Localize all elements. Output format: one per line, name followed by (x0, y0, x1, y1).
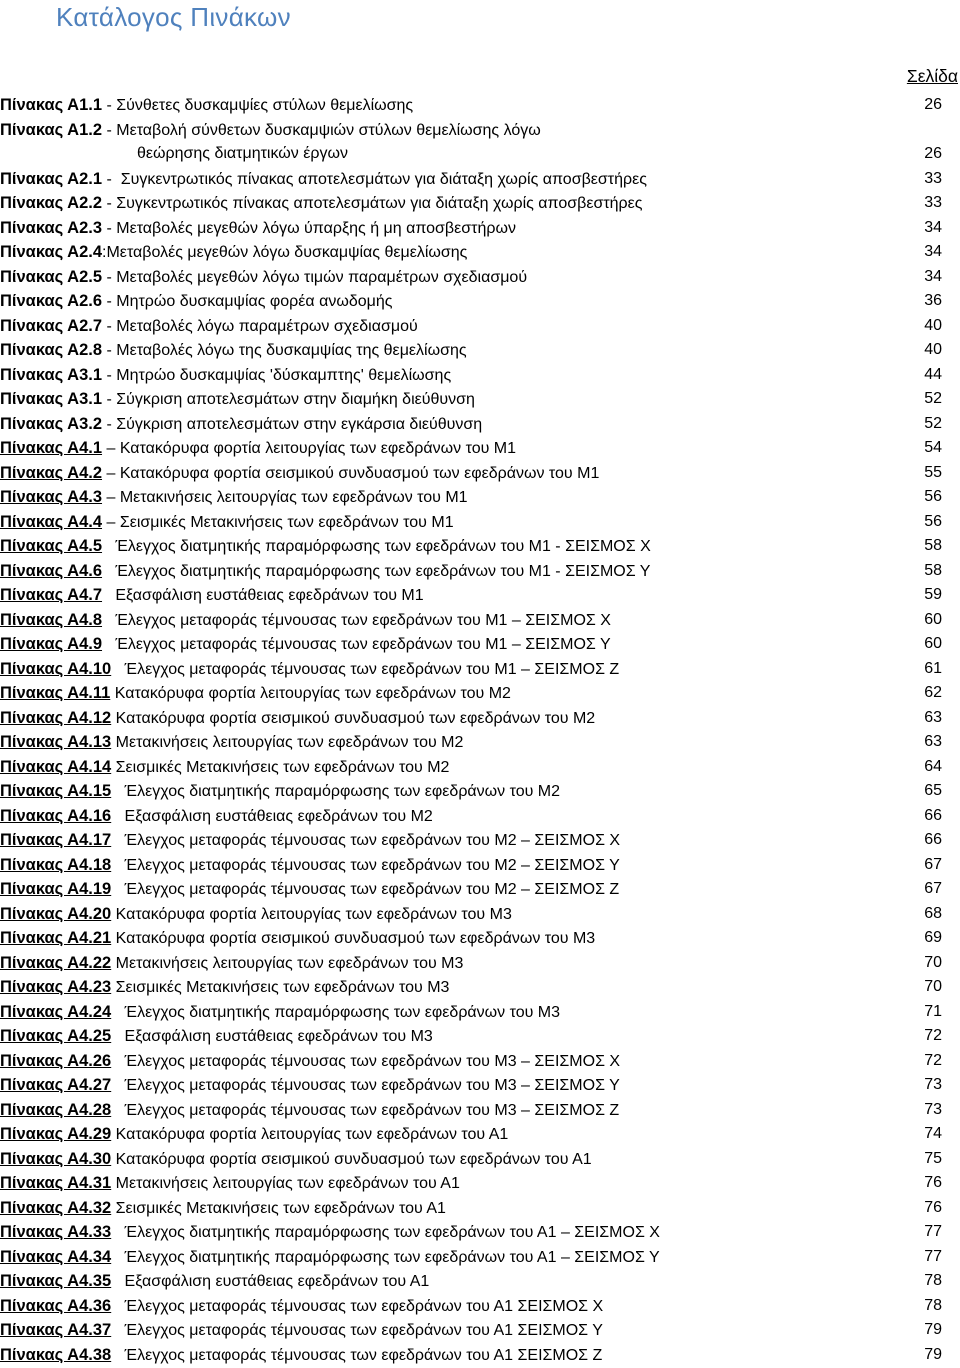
toc-entry[interactable] (0, 1073, 960, 1098)
toc-entry-title: - Μεταβολές μεγεθών λόγω τιμών παραμέτρων σχεδιασμού (102, 268, 528, 286)
toc-entry[interactable] (0, 1147, 960, 1172)
toc-entry-title: Έλεγχος μεταφοράς τέμνουσας των εφεδράνων του Μ2 – ΣΕΙΣΜΟΣ Υ (111, 856, 620, 874)
toc-entry-label: Πίνακας Α4.16 (0, 806, 112, 825)
toc-entry-label: Πίνακας Α4.38 (0, 1345, 112, 1364)
toc-entry-page-number: 56 (924, 512, 942, 530)
toc-entry[interactable] (0, 1294, 960, 1319)
toc-entry[interactable] (0, 583, 960, 608)
toc-entry-title: - Μητρώο δυσκαμψίας φορέα ανωδομής (102, 293, 393, 310)
toc-entry[interactable] (0, 926, 960, 951)
toc-entry[interactable] (0, 338, 960, 363)
toc-entry-page-number: 34 (924, 243, 942, 260)
toc-entry[interactable] (0, 1269, 960, 1294)
toc-entry-title: Έλεγχος μεταφοράς τέμνουσας των εφεδράνων του Α1 ΣΕΙΣΜΟΣ Ζ (111, 1346, 603, 1364)
toc-entry-title: - Σύγκριση αποτελεσμάτων στην εγκάρσια διεύθυνση (102, 415, 483, 433)
toc-entry-label: Πίνακας Α4.26 (0, 1051, 112, 1070)
toc-entry-page-number: 34 (924, 218, 942, 236)
toc-entry[interactable] (0, 1245, 960, 1270)
toc-entry-label: Πίνακας Α4.36 (0, 1296, 112, 1315)
toc-entry-title: – Κατακόρυφα φορτία λειτουργίας των εφεδράνων του Μ1 (102, 440, 517, 457)
toc-entry[interactable] (0, 191, 960, 216)
toc-entry-page-number: 63 (924, 708, 942, 726)
toc-entry-label: Πίνακας Α4.23 (0, 978, 112, 996)
toc-entry-page-number: 73 (924, 1076, 942, 1093)
toc-entry-title: Έλεγχος διατμητικής παραμόρφωσης των εφεδράνων του Α1 – ΣΕΙΣΜΟΣ Υ (111, 1248, 660, 1266)
toc-entry-label: Πίνακας Α4.21 (0, 929, 112, 947)
toc-entry-page-number: 78 (924, 1272, 942, 1289)
toc-entry-page-number: 56 (924, 488, 942, 505)
toc-entry-title: Έλεγχος διατμητικής παραμόρφωσης των εφεδράνων του Μ1 - ΣΕΙΣΜΟΣ Υ (102, 562, 651, 580)
toc-entry[interactable] (0, 510, 960, 535)
toc-entry-page-number: 60 (924, 635, 942, 652)
toc-entry-title: – Κατακόρυφα φορτία σεισμικού συνδυασμού των εφεδράνων του Μ1 (102, 464, 600, 482)
toc-entry-page-number: 64 (924, 757, 942, 775)
toc-entry-label: Πίνακας Α1.1 (0, 96, 103, 114)
toc-entry-title: Σεισμικές Μετακινήσεις των εφεδράνων του Α1 (111, 1199, 446, 1217)
toc-entry[interactable] (0, 975, 960, 1000)
toc-entry[interactable] (0, 240, 960, 265)
toc-entry-label: Πίνακας Α4.14 (0, 757, 112, 776)
toc-entry-page-number: 33 (924, 169, 942, 187)
toc-entry-page-number: 71 (924, 1002, 942, 1020)
table-of-contents (0, 93, 960, 1367)
toc-entry-title: Σεισμικές Μετακινήσεις των εφεδράνων του Μ3 (111, 979, 450, 996)
toc-entry-label: Πίνακας Α4.5 (0, 537, 103, 555)
toc-entry[interactable] (0, 93, 960, 118)
toc-entry-label: Πίνακας Α4.10 (0, 659, 112, 678)
toc-entry[interactable] (0, 1343, 960, 1368)
toc-entry-title: Μετακινήσεις λειτουργίας των εφεδράνων του Α1 (111, 1175, 460, 1192)
toc-entry-page-number: 34 (924, 267, 942, 285)
toc-entry-page-number: 75 (924, 1149, 942, 1167)
toc-entry-label: Πίνακας Α4.1 (0, 439, 103, 457)
toc-entry-label: Πίνακας Α4.2 (0, 463, 103, 482)
toc-entry-title: Εξασφάλιση ευστάθειας εφεδράνων του Μ2 (111, 807, 433, 825)
toc-entry-page-number: 40 (924, 316, 942, 334)
toc-entry-label: Πίνακας Α4.29 (0, 1125, 112, 1143)
toc-entry-page-number: 72 (924, 1027, 942, 1044)
toc-entry-title: - Μεταβολές λόγω παραμέτρων σχεδιασμού (102, 317, 418, 335)
toc-entry-page-number: 73 (924, 1100, 942, 1118)
toc-entry[interactable] (0, 461, 960, 486)
toc-entry[interactable] (0, 632, 960, 657)
toc-entry-title: Μετακινήσεις λειτουργίας των εφεδράνων του Μ3 (111, 954, 464, 972)
toc-entry-title: Έλεγχος μεταφοράς τέμνουσας των εφεδράνων του Μ3 – ΣΕΙΣΜΟΣ Υ (111, 1077, 620, 1094)
toc-entry-label: Πίνακας Α4.33 (0, 1223, 112, 1241)
toc-entry-title: Έλεγχος μεταφοράς τέμνουσας των εφεδράνων του Α1 ΣΕΙΣΜΟΣ Χ (111, 1297, 604, 1315)
toc-entry-page-number: 67 (924, 855, 942, 873)
toc-entry-label: Πίνακας Α2.2 (0, 194, 103, 212)
toc-entry-label: Πίνακας Α4.31 (0, 1174, 112, 1192)
toc-entry-page-number: 36 (924, 292, 942, 309)
toc-entry-title: Κατακόρυφα φορτία λειτουργίας των εφεδράνων του Μ3 (111, 905, 512, 923)
toc-entry-title: Έλεγχος διατμητικής παραμόρφωσης των εφεδράνων του Μ1 - ΣΕΙΣΜΟΣ Χ (102, 538, 651, 555)
toc-entry-page-number: 76 (924, 1174, 942, 1191)
toc-entry-label: Πίνακας Α4.9 (0, 635, 103, 653)
toc-entry-title: Έλεγχος μεταφοράς τέμνουσας των εφεδράνων του Μ2 – ΣΕΙΣΜΟΣ Χ (111, 832, 621, 849)
toc-entry[interactable] (0, 534, 960, 559)
toc-entry-label: Πίνακας Α4.11 (0, 684, 111, 702)
toc-entry-label: Πίνακας Α2.1 (0, 169, 103, 188)
toc-entry[interactable] (0, 1024, 960, 1049)
toc-entry-label: Πίνακας Α3.1 (0, 365, 103, 384)
toc-entry-label: Πίνακας Α4.13 (0, 733, 112, 751)
toc-entry-title: Εξασφάλιση ευστάθειας εφεδράνων του Μ3 (111, 1028, 433, 1045)
toc-entry[interactable] (0, 559, 960, 584)
toc-entry-page-number: 60 (924, 610, 942, 628)
toc-entry-page-number: 40 (924, 341, 942, 358)
toc-entry-title: Έλεγχος διατμητικής παραμόρφωσης των εφεδράνων του Μ3 (111, 1003, 561, 1021)
toc-entry-page-number: 70 (924, 978, 942, 995)
toc-entry-page-number: 33 (924, 194, 942, 211)
toc-entry-label: Πίνακας Α4.30 (0, 1149, 112, 1168)
toc-entry-label: Πίνακας Α4.4 (0, 512, 103, 531)
toc-entry-label: Πίνακας Α4.27 (0, 1076, 112, 1094)
toc-entry-page-number: 65 (924, 782, 942, 799)
toc-entry[interactable] (0, 1000, 960, 1025)
toc-entry[interactable] (0, 412, 960, 437)
toc-entry-title: Έλεγχος μεταφοράς τέμνουσας των εφεδράνων του Μ2 – ΣΕΙΣΜΟΣ Ζ (111, 881, 620, 898)
toc-entry[interactable] (0, 706, 960, 731)
toc-entry-title: Εξασφάλιση ευστάθειας εφεδράνων του Μ1 (102, 587, 424, 604)
toc-entry[interactable] (0, 730, 960, 755)
toc-entry-title: Κατακόρυφα φορτία σεισμικού συνδυασμού των εφεδράνων του Μ2 (111, 709, 596, 727)
toc-entry-title: – Σεισμικές Μετακινήσεις των εφεδράνων του Μ1 (102, 513, 454, 531)
toc-entry[interactable] (0, 1122, 960, 1147)
toc-entry-page-number: 26 (924, 145, 942, 162)
toc-entry-title: Έλεγχος μεταφοράς τέμνουσας των εφεδράνων του Α1 ΣΕΙΣΜΟΣ Υ (111, 1322, 603, 1339)
toc-entry[interactable] (0, 314, 960, 339)
toc-entry[interactable] (0, 755, 960, 780)
toc-entry-page-number: 44 (924, 365, 942, 383)
toc-entry-label: Πίνακας Α2.6 (0, 292, 103, 310)
toc-entry-label: Πίνακας Α2.4 (0, 243, 103, 261)
toc-entry-label: Πίνακας Α4.34 (0, 1247, 112, 1266)
toc-entry-page-number: 70 (924, 953, 942, 971)
toc-entry-label: Πίνακας Α4.19 (0, 880, 112, 898)
toc-entry-page-number: 55 (924, 463, 942, 481)
toc-entry-page-number: 66 (924, 806, 942, 824)
toc-entry[interactable] (0, 608, 960, 633)
toc-entry-label: Πίνακας Α3.2 (0, 414, 103, 433)
toc-entry-label: Πίνακας Α4.25 (0, 1027, 112, 1045)
toc-entry-page-number: 58 (924, 561, 942, 579)
toc-entry-page-number: 77 (924, 1223, 942, 1240)
toc-entry-title: Έλεγχος διατμητικής παραμόρφωσης των εφεδράνων του Μ2 (111, 783, 561, 800)
toc-entry[interactable] (0, 877, 960, 902)
toc-entry-title: Έλεγχος μεταφοράς τέμνουσας των εφεδράνων του Μ1 – ΣΕΙΣΜΟΣ Ζ (111, 660, 620, 678)
toc-entry[interactable] (0, 902, 960, 927)
toc-entry-page-number: 61 (924, 659, 942, 677)
toc-entry-title: Έλεγχος διατμητικής παραμόρφωσης των εφεδράνων του Α1 – ΣΕΙΣΜΟΣ Χ (111, 1224, 660, 1241)
toc-entry-label: Πίνακας Α1.2 (0, 120, 103, 139)
toc-entry-label: Πίνακας Α3.1 (0, 390, 103, 408)
toc-entry-title: Έλεγχος μεταφοράς τέμνουσας των εφεδράνων του Μ3 – ΣΕΙΣΜΟΣ Ζ (111, 1101, 620, 1119)
toc-entry-label: Πίνακας Α4.17 (0, 831, 112, 849)
toc-entry[interactable] (0, 1220, 960, 1245)
toc-entry-title: Εξασφάλιση ευστάθειας εφεδράνων του Α1 (111, 1273, 430, 1290)
toc-entry-title: - Μεταβολές μεγεθών λόγω ύπαρξης ή μη αποσβεστήρων (102, 219, 516, 237)
toc-entry-page-number: 26 (924, 96, 942, 113)
toc-entry-title: - Συγκεντρωτικός πίνακας αποτελεσμάτων για διάταξη χωρίς αποσβεστήρες (102, 195, 643, 212)
page-column-header: Σελίδα (906, 66, 958, 86)
toc-entry[interactable] (0, 289, 960, 314)
toc-entry[interactable] (0, 167, 960, 192)
toc-entry-label: Πίνακας Α2.8 (0, 341, 103, 359)
toc-entry-label: Πίνακας Α4.15 (0, 782, 112, 800)
toc-entry-page-number: 58 (924, 537, 942, 554)
toc-entry-page-number: 74 (924, 1125, 942, 1142)
page-title: Κατάλογος Πινάκων (56, 2, 291, 32)
toc-entry[interactable] (0, 485, 960, 510)
toc-entry-title: Κατακόρυφα φορτία σεισμικού συνδυασμού των εφεδράνων του Μ3 (111, 930, 596, 947)
toc-entry-label: Πίνακας Α4.37 (0, 1321, 112, 1339)
toc-entry-label: Πίνακας Α4.7 (0, 586, 103, 604)
toc-entry-title: – Μετακινήσεις λειτουργίας των εφεδράνων του Μ1 (102, 489, 468, 506)
toc-entry-title: - Συγκεντρωτικός πίνακας αποτελεσμάτων για διάταξη χωρίς αποσβεστήρες (102, 170, 647, 188)
toc-entry-page-number: 52 (924, 414, 942, 432)
toc-entry[interactable] (0, 779, 960, 804)
toc-entry-page-number: 62 (924, 684, 942, 701)
toc-entry-page-number: 68 (924, 904, 942, 922)
toc-entry[interactable] (0, 657, 960, 682)
toc-entry-page-number: 72 (924, 1051, 942, 1069)
toc-entry[interactable] (0, 804, 960, 829)
toc-entry-title: - Μεταβολή σύνθετων δυσκαμψιών στύλων θεμελίωσης λόγω (102, 121, 541, 139)
toc-entry-page-number: 54 (924, 439, 942, 456)
toc-entry-label: Πίνακας Α4.8 (0, 610, 103, 629)
toc-entry-page-number: 78 (924, 1296, 942, 1314)
toc-entry-label: Πίνακας Α4.6 (0, 561, 103, 580)
toc-entry-page-number: 76 (924, 1198, 942, 1216)
toc-entry-title-continuation: θεώρησης διατμητικών έργων (137, 145, 348, 162)
toc-entry[interactable] (0, 1196, 960, 1221)
toc-entry-label: Πίνακας Α4.12 (0, 708, 112, 727)
toc-entry-label: Πίνακας Α4.35 (0, 1272, 112, 1290)
toc-entry[interactable] (0, 1098, 960, 1123)
toc-entry-title: - Σύγκριση αποτελεσμάτων στην διαμήκη διεύθυνση (102, 391, 475, 408)
toc-entry[interactable] (0, 363, 960, 388)
toc-entry-label: Πίνακας Α4.22 (0, 953, 112, 972)
toc-entry-page-number: 66 (924, 831, 942, 848)
toc-entry-page-number: 79 (924, 1321, 942, 1338)
toc-entry-title: Έλεγχος μεταφοράς τέμνουσας των εφεδράνων του Μ1 – ΣΕΙΣΜΟΣ Υ (102, 636, 611, 653)
toc-entry[interactable] (0, 265, 960, 290)
toc-entry-title: - Σύνθετες δυσκαμψίες στύλων θεμελίωσης (102, 97, 414, 114)
toc-entry-title: Κατακόρυφα φορτία λειτουργίας των εφεδράνων του Α1 (111, 1126, 509, 1143)
toc-entry[interactable] (0, 828, 960, 853)
toc-entry-label: Πίνακας Α2.7 (0, 316, 103, 335)
toc-entry[interactable] (0, 216, 960, 241)
toc-entry-page-number: 59 (924, 586, 942, 603)
toc-entry[interactable] (0, 118, 960, 167)
toc-entry-title: Κατακόρυφα φορτία σεισμικού συνδυασμού των εφεδράνων του Α1 (111, 1150, 592, 1168)
toc-entry-label: Πίνακας Α4.3 (0, 488, 103, 506)
toc-entry-page-number: 77 (924, 1247, 942, 1265)
toc-entry[interactable] (0, 1318, 960, 1343)
toc-entry-label: Πίνακας Α4.28 (0, 1100, 112, 1119)
toc-entry[interactable] (0, 1171, 960, 1196)
toc-entry[interactable] (0, 1049, 960, 1074)
toc-entry-page-number: 63 (924, 733, 942, 750)
toc-entry-title: - Μητρώο δυσκαμψίας 'δύσκαμπτης' θεμελίωσης (102, 366, 452, 384)
toc-entry-page-number: 67 (924, 880, 942, 897)
toc-entry[interactable] (0, 951, 960, 976)
toc-entry-label: Πίνακας Α4.24 (0, 1002, 112, 1021)
toc-entry-page-number: 79 (924, 1345, 942, 1363)
toc-entry[interactable] (0, 681, 960, 706)
toc-entry-page-number: 52 (924, 390, 942, 407)
toc-entry-label: Πίνακας Α4.20 (0, 904, 112, 923)
toc-entry-title: Μετακινήσεις λειτουργίας των εφεδράνων του Μ2 (111, 734, 464, 751)
toc-entry-title: Έλεγχος μεταφοράς τέμνουσας των εφεδράνων του Μ1 – ΣΕΙΣΜΟΣ Χ (102, 611, 611, 629)
toc-entry-title: - Μεταβολές λόγω της δυσκαμψίας της θεμελίωσης (102, 342, 467, 359)
toc-entry-title: Κατακόρυφα φορτία λειτουργίας των εφεδράνων του Μ2 (110, 685, 511, 702)
toc-entry[interactable] (0, 387, 960, 412)
toc-entry-label: Πίνακας Α2.3 (0, 218, 103, 237)
toc-entry-page-number: 69 (924, 929, 942, 946)
toc-entry-title: Σεισμικές Μετακινήσεις των εφεδράνων του Μ2 (111, 758, 450, 776)
toc-entry-title: :Μεταβολές μεγεθών λόγω δυσκαμψίας θεμελίωσης (102, 244, 468, 261)
toc-entry-title: Έλεγχος μεταφοράς τέμνουσας των εφεδράνων του Μ3 – ΣΕΙΣΜΟΣ Χ (111, 1052, 621, 1070)
toc-entry-label: Πίνακας Α4.18 (0, 855, 112, 874)
toc-entry-label: Πίνακας Α4.32 (0, 1198, 112, 1217)
toc-entry[interactable] (0, 853, 960, 878)
toc-entry[interactable] (0, 436, 960, 461)
toc-entry-label: Πίνακας Α2.5 (0, 267, 103, 286)
